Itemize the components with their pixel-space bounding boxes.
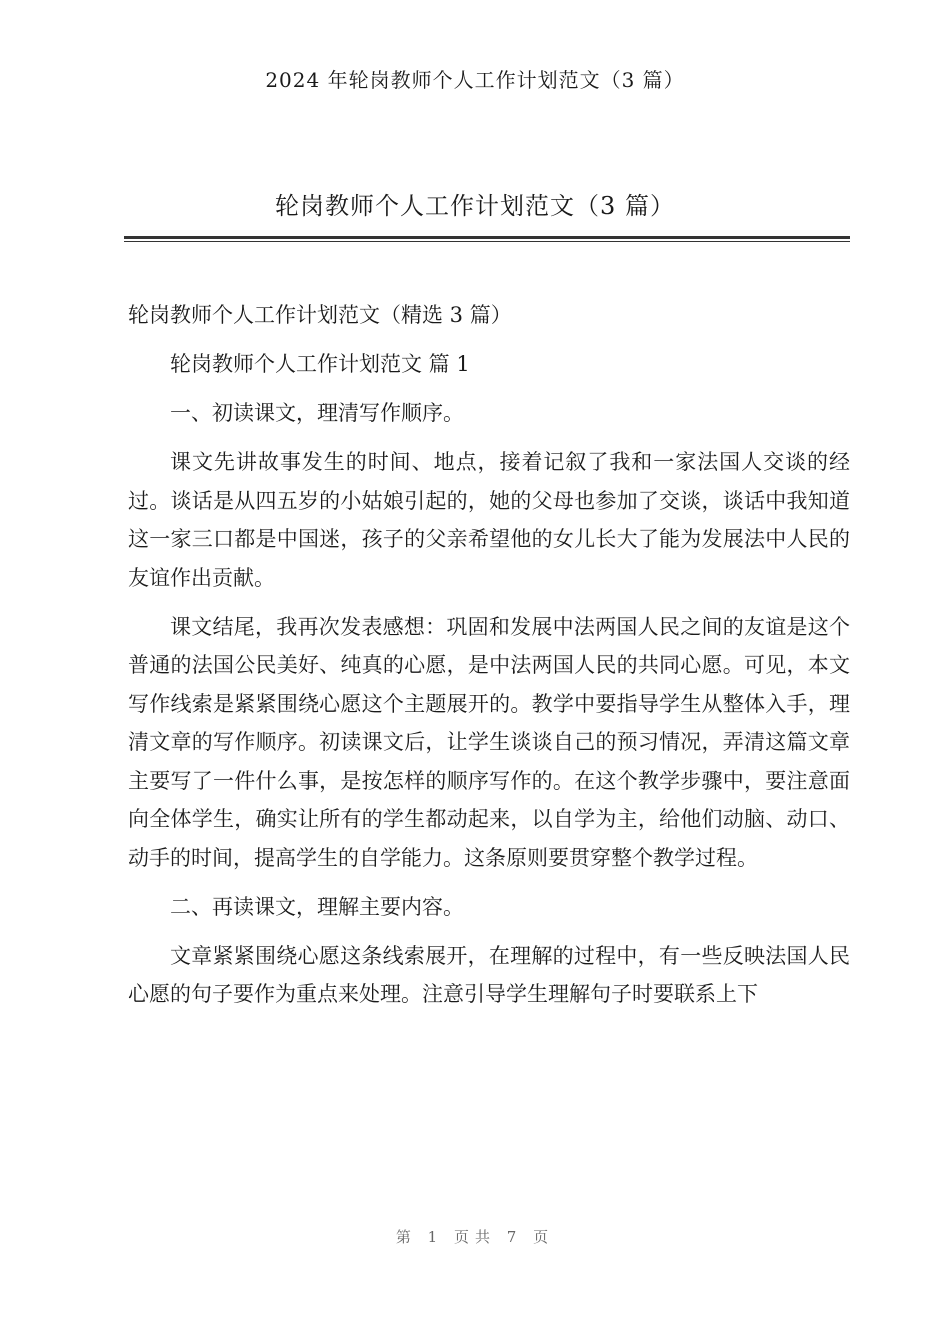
paragraph: 轮岗教师个人工作计划范文（精选 3 篇） — [128, 303, 512, 327]
paragraph: 轮岗教师个人工作计划范文 篇 1 — [170, 352, 470, 376]
page-number: 第 1 页共 7 页 — [395, 1228, 555, 1246]
title-underline — [124, 236, 850, 239]
title-underline-thin — [124, 241, 850, 242]
paragraph: 课文结尾，我再次发表感想：巩固和发展中法两国人民之间的友谊是这个普通的法国公民美好、纯真的心愿，是中法两国人民的共同心愿。可见，本文写作线索是紧紧围绕心愿这个主题展开的。教学中要指导学生从整体入手，理清文章的写作顺序。初读课文后，让学生谈谈自己的预习情况，弄清这篇文章主要写了一件什么事，是按怎样的顺序写作的。在这个教学步骤中，要注意面向全体学生，确实让所有的学生都动起来，以自学为主，给他们动脑、动口、动手的时间，提高学生的自学能力。这条原则要贯穿整个教学过程。 — [128, 614, 850, 870]
paragraph: 一、初读课文，理清写作顺序。 — [170, 401, 464, 425]
running-header: 2024 年轮岗教师个人工作计划范文（3 篇） — [265, 68, 685, 92]
paragraph: 课文先讲故事发生的时间、地点，接着记叙了我和一家法国人交谈的经过。谈话是从四五岁的小姑娘引起的，她的父母也参加了交谈，谈话中我知道这一家三口都是中国迷，孩子的父亲希望他的女儿长大了能为发展法中人民的友谊作出贡献。 — [128, 450, 850, 590]
paragraph: 二、再读课文，理解主要内容。 — [170, 894, 464, 919]
document-body — [128, 296, 850, 1024]
paragraph: 文章紧紧围绕心愿这条线索展开，在理解的过程中，有一些反映法国人民心愿的句子要作为重点来处理。注意引导学生理解句子时要联系上下 — [128, 943, 850, 1006]
document-title: 轮岗教师个人工作计划范文（3 篇） — [275, 192, 675, 220]
